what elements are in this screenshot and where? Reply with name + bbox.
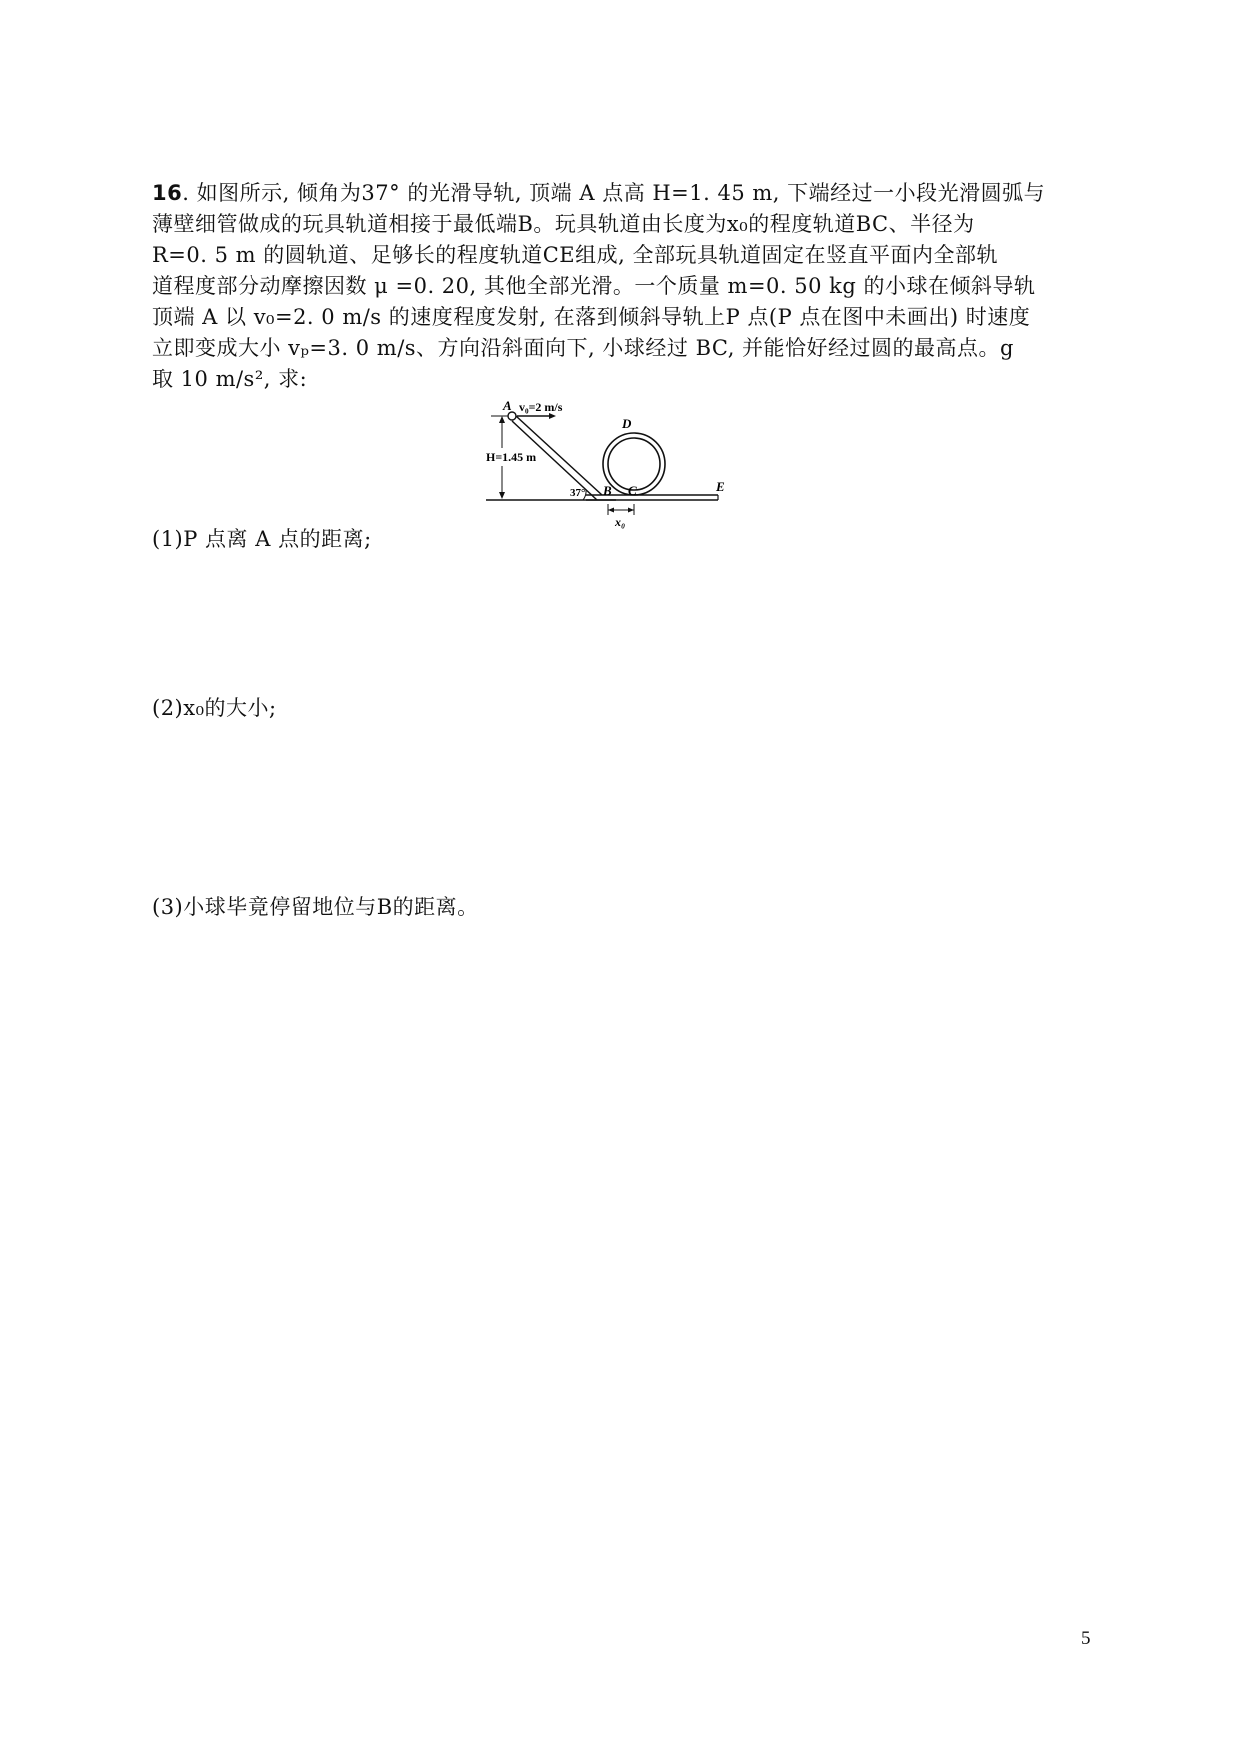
label-x0: x₀ bbox=[615, 515, 626, 529]
problem-line: 顶端 A 以 v₀=2. 0 m/s 的速度程度发射, 在落到倾斜导轨上P 点(P 点在图中未画出) 时速度 bbox=[152, 305, 1031, 329]
label-height: H=1.45 m bbox=[486, 450, 537, 464]
track-diagram bbox=[486, 398, 776, 530]
height-arrowhead-bottom bbox=[499, 492, 505, 499]
problem-line: R=0. 5 m 的圆轨道、足够长的程度轨道CE组成, 全部玩具轨道固定在竖直平面内全部轨 bbox=[152, 243, 998, 267]
problem-text bbox=[152, 178, 1097, 395]
label-a: A bbox=[503, 398, 512, 413]
problem-line: 道程度部分动摩擦因数 μ =0. 20, 其他全部光滑。一个质量 m=0. 50 kg 的小球在倾斜导轨 bbox=[152, 274, 1036, 298]
height-arrowhead-top bbox=[499, 416, 505, 423]
track-diagram-svg bbox=[486, 398, 776, 530]
label-angle: 37° bbox=[570, 487, 586, 499]
problem-line: 立即变成大小 vₚ=3. 0 m/s、方向沿斜面向下, 小球经过 BC, 并能恰好经过圆的最高点。g bbox=[152, 336, 1015, 360]
label-e: E bbox=[716, 479, 725, 494]
question-2: (2)x₀的大小; bbox=[152, 696, 277, 720]
problem-line: 取 10 m/s², 求: bbox=[152, 367, 308, 391]
label-c: C bbox=[628, 483, 637, 498]
x0-arrowhead-right bbox=[628, 508, 634, 513]
x0-arrowhead-left bbox=[608, 508, 614, 513]
problem-line: 16. 如图所示, 倾角为37° 的光滑导轨, 顶端 A 点高 H=1. 45 m, 下端经过一小段光滑圆弧与 bbox=[152, 181, 1046, 205]
ball bbox=[508, 412, 516, 420]
page-number: 5 bbox=[1081, 1628, 1091, 1649]
question-3: (3)小球毕竟停留地位与B的距离。 bbox=[152, 895, 479, 919]
label-v0: v₀=2 m/s bbox=[519, 400, 563, 414]
label-b: B bbox=[603, 483, 612, 498]
problem-line: 薄壁细管做成的玩具轨道相接于最低端B。玩具轨道由长度为x₀的程度轨道BC、半径为 bbox=[152, 212, 975, 236]
question-1: (1)P 点离 A 点的距离; bbox=[152, 527, 372, 551]
label-d: D bbox=[622, 416, 632, 431]
question-number: 16 bbox=[152, 181, 183, 205]
